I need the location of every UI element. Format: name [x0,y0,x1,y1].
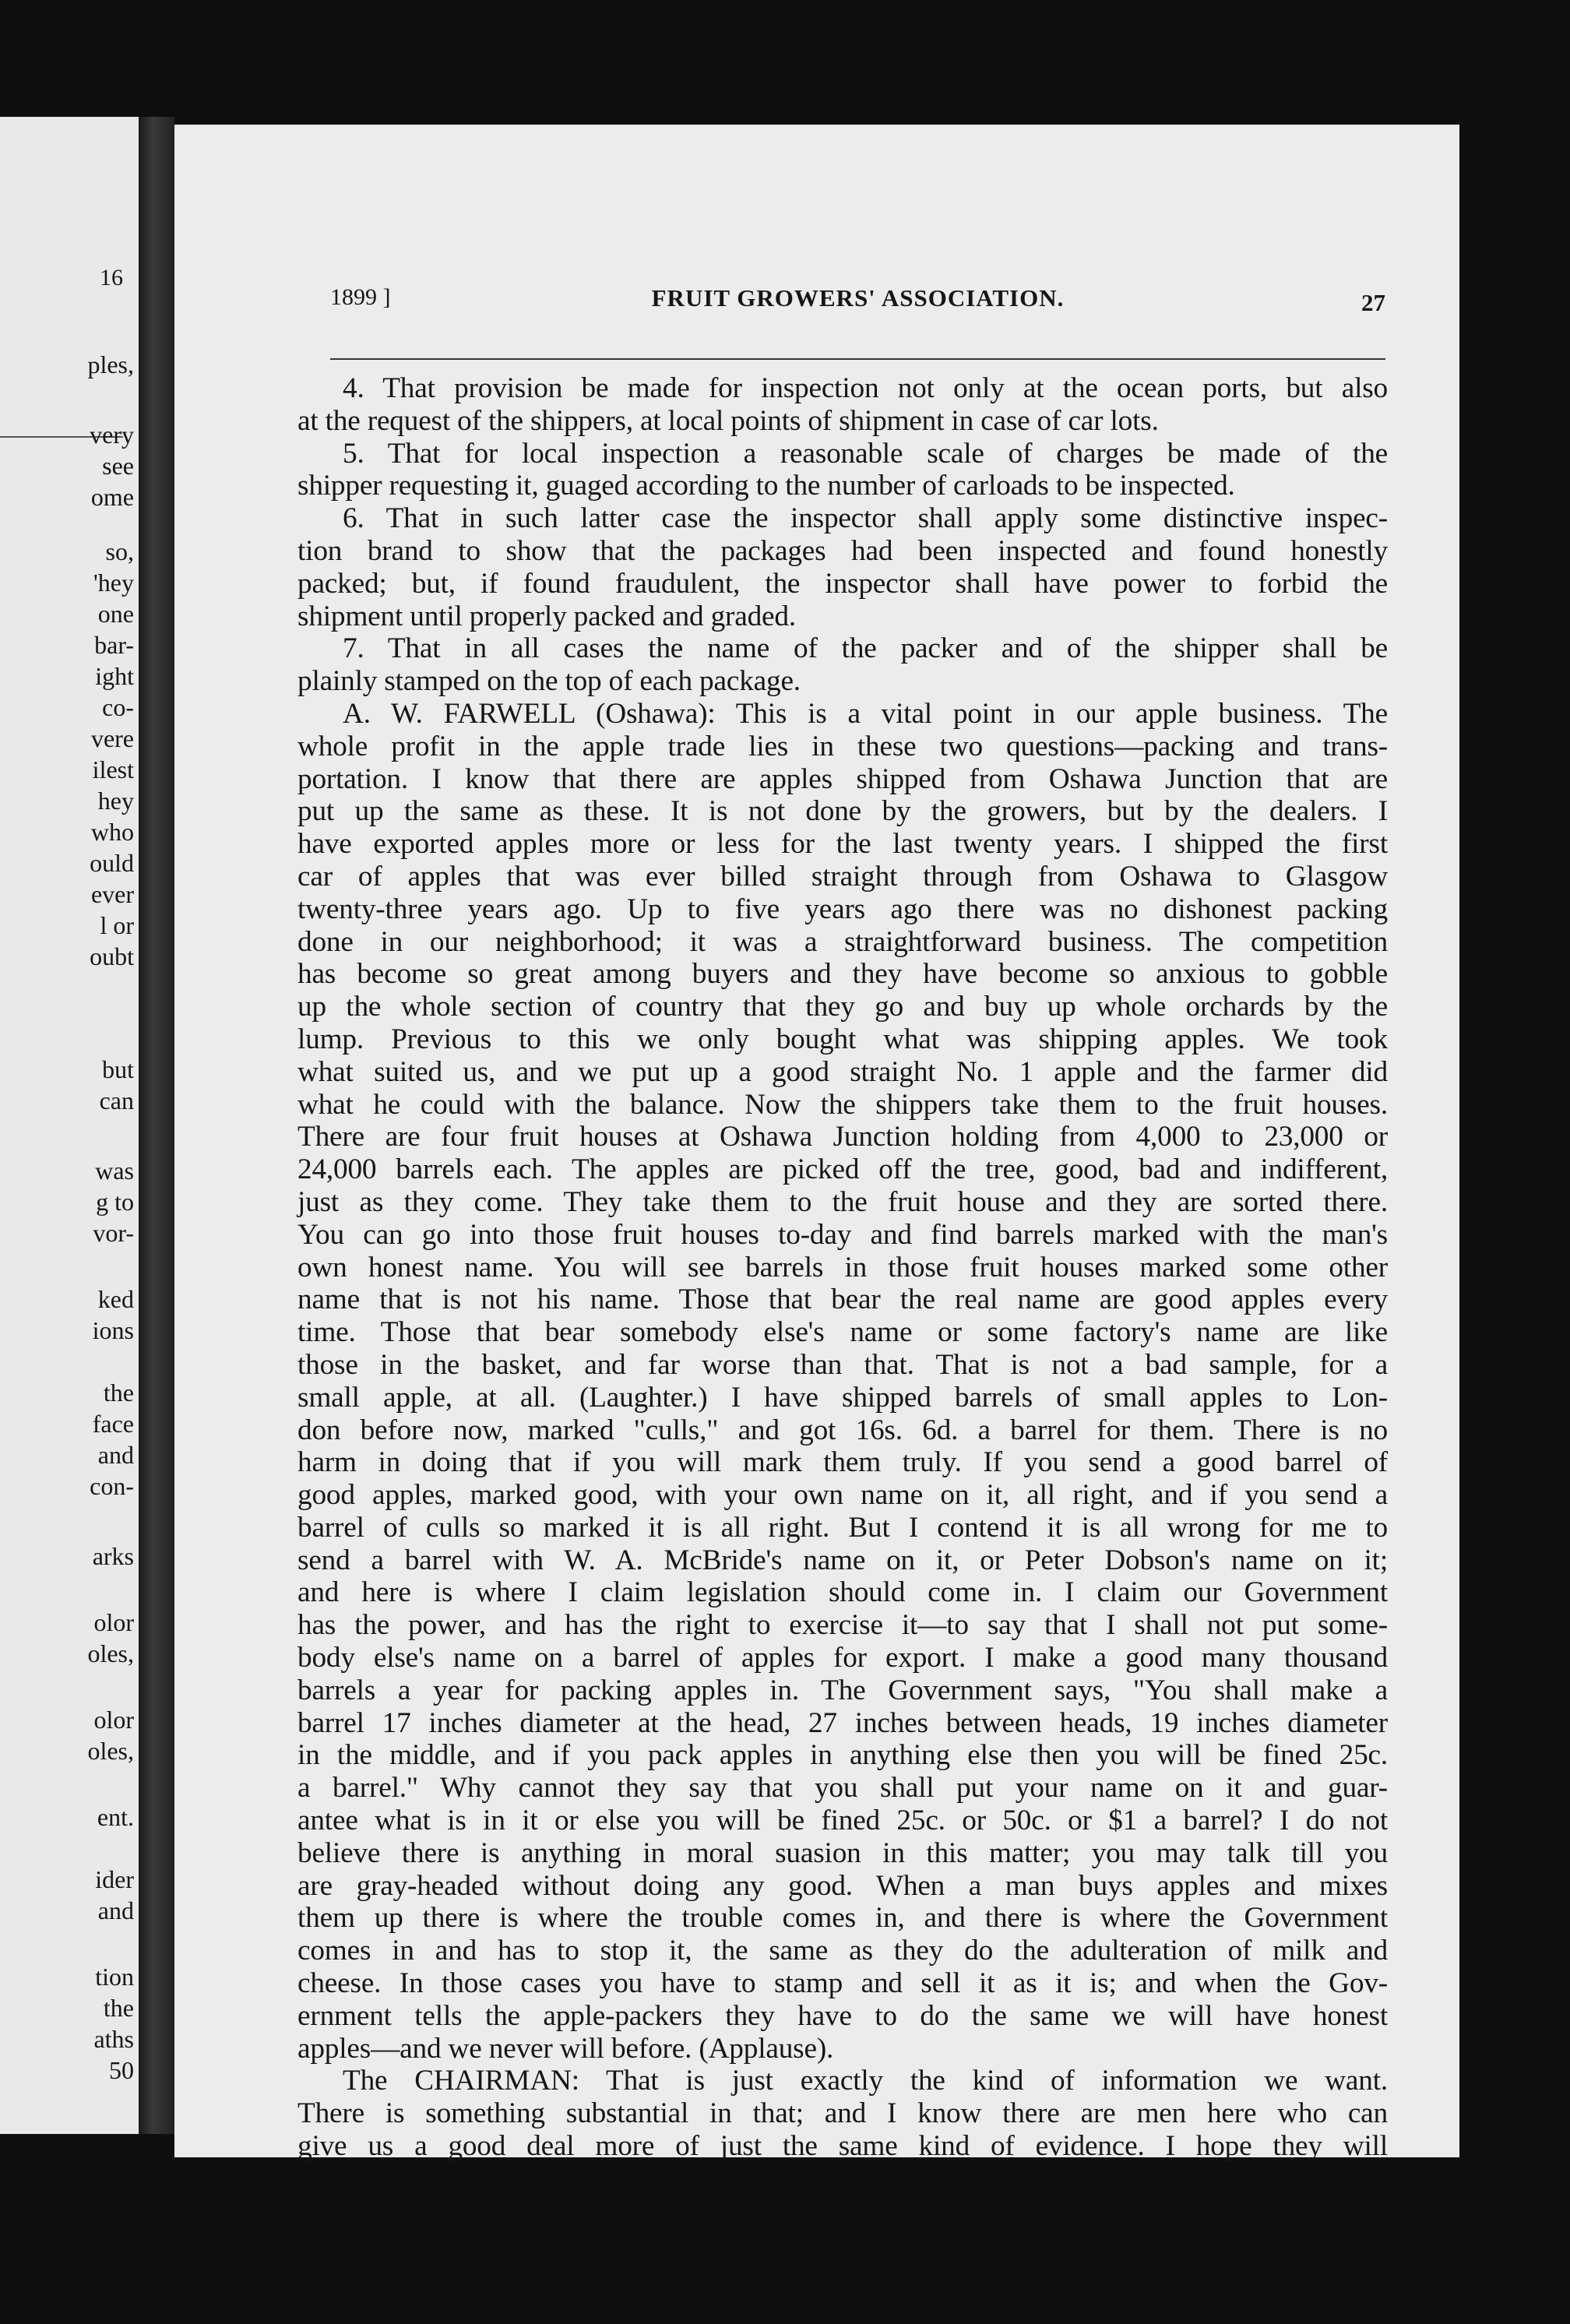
text-line: them up there is where the trouble comes in, and there is where the Government [297,1902,1388,1935]
text-line: plainly stamped on the top of each package. [297,665,801,698]
previous-page-fragment: l or [100,911,134,939]
previous-page-fragment: was [95,1157,134,1185]
previous-page-fragment: ever [90,880,134,908]
text-line: whole profit in the apple trade lies in these two questions—packing and trans- [297,730,1388,762]
text-line: car of apples that was ever billed straight through from Oshawa to Glasgow [297,860,1388,893]
previous-page-fragment: oles, [87,1737,134,1765]
text-line: 7. That in all cases the name of the packer and of the shipper shall be [343,632,1388,665]
previous-page-fragment: one [97,600,134,628]
text-line: 5. That for local inspection a reasonable scale of charges be made of the [343,437,1388,470]
previous-page-fragment: olor [93,1706,134,1734]
text-line: portation. I know that there are apples shipped from Oshawa Junction that are [297,762,1388,795]
previous-page-fragment: oles, [87,1639,134,1667]
text-line: done in our neighborhood; it was a straightforward business. The competition [297,925,1388,958]
text-line: harm in doing that if you will mark them truly. If you send a good barrel of [297,1446,1388,1479]
previous-page-fragment: so, [105,537,134,565]
text-line: own honest name. You will see barrels in those fruit houses marked some other [297,1251,1388,1283]
previous-page-fragment: aths [93,2025,134,2053]
previous-page-fragment: ilest [92,755,134,783]
text-line: There is something substantial in that; and I know there are men here who can [297,2097,1388,2130]
previous-page-fragment: ions [92,1316,134,1344]
previous-page-fragment: arks [92,1542,134,1570]
previous-page-fragment: see [102,452,134,480]
text-line: apples—and we never will before. (Applause). [297,2032,834,2065]
previous-page-fragment: ome [90,483,134,511]
previous-page-fragment: ight [95,662,134,690]
text-line: There are four fruit houses at Oshawa Junction holding from 4,000 to 23,000 or [297,1121,1388,1153]
text-line: have exported apples more or less for the last twenty years. I shipped the first [297,828,1388,861]
text-line: 24,000 barrels each. The apples are picked off the tree, good, bad and indifferent, [297,1153,1388,1186]
text-line: give us a good deal more of just the same kind of evidence. I hope they will [297,2130,1388,2163]
text-line: at the request of the shippers, at local points of shipment in case of car lots. [297,404,1159,437]
previous-page-fragment: ould [90,849,134,877]
text-line: shipper requesting it, guaged according to the number of carloads to be inspected. [297,470,1235,502]
header-year: 1899 ] [330,284,391,310]
text-line: and here is where I claim legislation should come in. I claim our Government [297,1576,1388,1609]
text-line: A. W. FARWELL (Oshawa): This is a vital point in our apple business. The [343,697,1388,730]
text-line: are gray-headed without doing any good. When a man buys apples and mixes [297,1869,1388,1902]
text-line: what he could with the balance. Now the shippers take them to the fruit houses. [297,1088,1388,1121]
text-line: shipment until properly packed and graded. [297,600,796,632]
text-line: antee what is in it or else you will be fined 25c. or 50c. or $1 a barrel? I do not [297,1805,1388,1837]
text-line: You can go into those fruit houses to-day and find barrels marked with the man's [297,1218,1388,1251]
book-gutter [139,117,174,2134]
previous-page-fragment: ples, [87,350,134,379]
previous-page-fragment: but [102,1055,134,1083]
text-line: 4. That provision be made for inspection not only at the ocean ports, but also [343,372,1388,404]
text-line: has become so great among buyers and they have become so anxious to gobble [297,958,1388,991]
text-line: those in the basket, and far worse than that. That is not a bad sample, for a [297,1348,1388,1381]
text-line: twenty-three years ago. Up to five years ago there was no dishonest packing [297,893,1388,925]
previous-page-fragment: hey [97,787,134,815]
previous-page-number: 16 [100,265,123,290]
header-rule [330,358,1385,360]
previous-page-fragment: who [90,818,134,846]
text-line: tion brand to show that the packages had been inspected and found honestly [297,534,1388,567]
previous-page-fragment: co- [102,693,134,721]
previous-page-fragment: very [90,421,134,449]
text-line: comes in and has to stop it, the same as they do the adulteration of milk and [297,1935,1388,1967]
previous-page-fragment: 'hey [93,569,134,597]
text-line: a barrel." Why cannot they say that you shall put your name on it and guar- [297,1772,1388,1805]
previous-page-fragment: vor- [93,1219,134,1247]
previous-page-fragment: can [99,1086,134,1114]
previous-page-fragment: ent. [97,1803,134,1831]
previous-page-fragment: g to [96,1188,134,1216]
body-text [297,372,1388,2163]
text-line: up the whole section of country that they go and buy up whole orchards by the [297,991,1388,1023]
text-line: in the middle, and if you pack apples in anything else then you will be fined 25c. [297,1739,1388,1772]
previous-page-fragment: ked [97,1285,134,1313]
previous-page-fragment: tion [95,1963,134,1991]
text-line: packed; but, if found fraudulent, the inspector shall have power to forbid the [297,567,1388,600]
previous-page-fragment: face [92,1410,134,1438]
text-line: what suited us, and we put up a good straight No. 1 apple and the farmer did [297,1055,1388,1088]
previous-page-fragment: the [103,1379,134,1407]
previous-page-fragment: 50 [109,2056,134,2084]
previous-page-fragment: bar- [94,631,134,659]
text-line: believe there is anything in moral suasion in this matter; you may talk till you [297,1836,1388,1869]
text-line: body else's name on a barrel of apples for export. I make a good many thousand [297,1642,1388,1674]
previous-page-strip [0,117,139,2134]
running-header [330,284,1385,323]
text-line: ernment tells the apple-packers they have to do the same we will have honest [297,1999,1388,2032]
text-line: cheese. In those cases you have to stamp and sell it as it is; and when the Gov- [297,1967,1388,2000]
text-line: barrels a year for packing apples in. The Government says, "You shall make a [297,1674,1388,1706]
header-title: FRUIT GROWERS' ASSOCIATION. [651,284,1065,312]
page [174,125,1459,2163]
page-number: 27 [1361,289,1385,316]
previous-page-fragment: vere [90,724,134,752]
text-line: 6. That in such latter case the inspector shall apply some distinctive inspec- [343,502,1388,535]
previous-page-fragment: the [103,1994,134,2022]
previous-page-fragment: oubt [90,942,134,970]
text-line: The CHAIRMAN: That is just exactly the kind of information we want. [343,2065,1388,2097]
text-line: small apple, at all. (Laughter.) I have shipped barrels of small apples to Lon- [297,1381,1388,1414]
text-line: time. Those that bear somebody else's name or some factory's name are like [297,1316,1388,1349]
text-line: put up the same as these. It is not done by the growers, but by the dealers. I [297,795,1388,828]
text-line: has the power, and has the right to exercise it—to say that I shall not put some- [297,1609,1388,1642]
previous-page-fragment: con- [90,1472,134,1500]
text-line: barrel 17 inches diameter at the head, 27 inches between heads, 19 inches diameter [297,1706,1388,1739]
text-line: don before now, marked "culls," and got 16s. 6d. a barrel for them. There is no [297,1414,1388,1446]
text-line: send a barrel with W. A. McBride's name on it, or Peter Dobson's name on it; [297,1544,1388,1576]
text-line: just as they come. They take them to the fruit house and they are sorted there. [297,1185,1388,1218]
previous-page-fragment: olor [93,1608,134,1636]
text-line: good apples, marked good, with your own name on it, all right, and if you send a [297,1479,1388,1512]
text-line: barrel of culls so marked it is all right. But I contend it is all wrong for me to [297,1511,1388,1544]
text-line: name that is not his name. Those that bear the real name are good apples every [297,1283,1388,1316]
text-line: lump. Previous to this we only bought what was shipping apples. We took [297,1023,1388,1055]
previous-page-fragment: and [97,1441,134,1469]
previous-page-fragment: and [97,1896,134,1924]
previous-page-fragment: ider [95,1865,134,1893]
